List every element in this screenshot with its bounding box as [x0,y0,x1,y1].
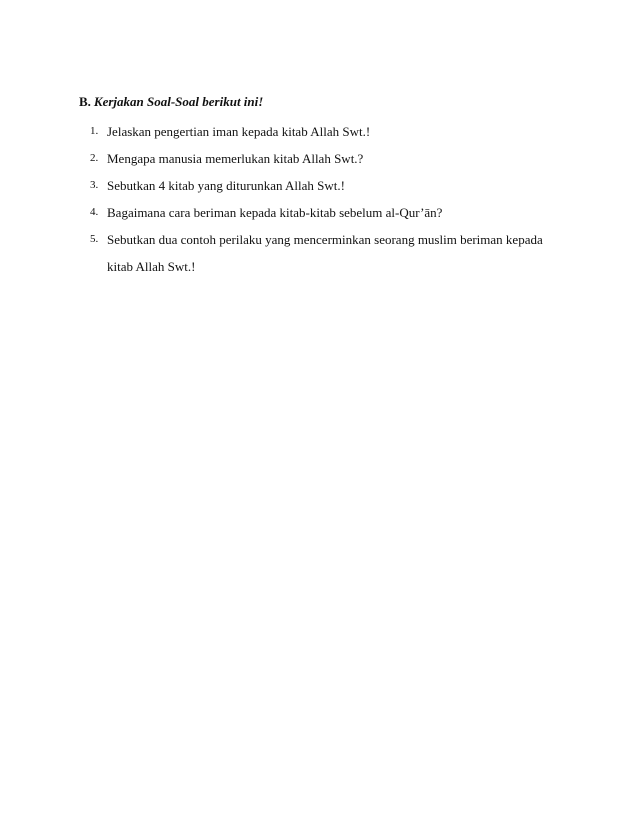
question-number: 4. [90,206,99,218]
question-number: 5. [90,233,99,245]
question-text: Sebutkan 4 kitab yang diturunkan Allah Swt.! [107,178,345,193]
question-text: Mengapa manusia memerlukan kitab Allah Swt.? [107,151,364,166]
question-item [90,199,570,226]
question-number: 2. [90,152,99,164]
question-item [90,226,570,280]
section-heading [79,94,263,110]
section-letter: B. [79,94,91,109]
question-number: 1. [90,125,99,137]
section-title: Kerjakan Soal-Soal berikut ini! [93,94,264,109]
question-text: Jelaskan pengertian iman kepada kitab Allah Swt.! [107,124,371,139]
question-text: Bagaimana cara beriman kepada kitab-kitab sebelum al-Qur’ān? [107,205,443,220]
question-item [90,145,570,172]
question-item [90,172,570,199]
question-item [90,118,570,145]
question-text: Sebutkan dua contoh perilaku yang mencerminkan seorang muslim beriman kepada kitab Allah Swt.! [107,232,543,274]
question-number: 3. [90,179,99,191]
